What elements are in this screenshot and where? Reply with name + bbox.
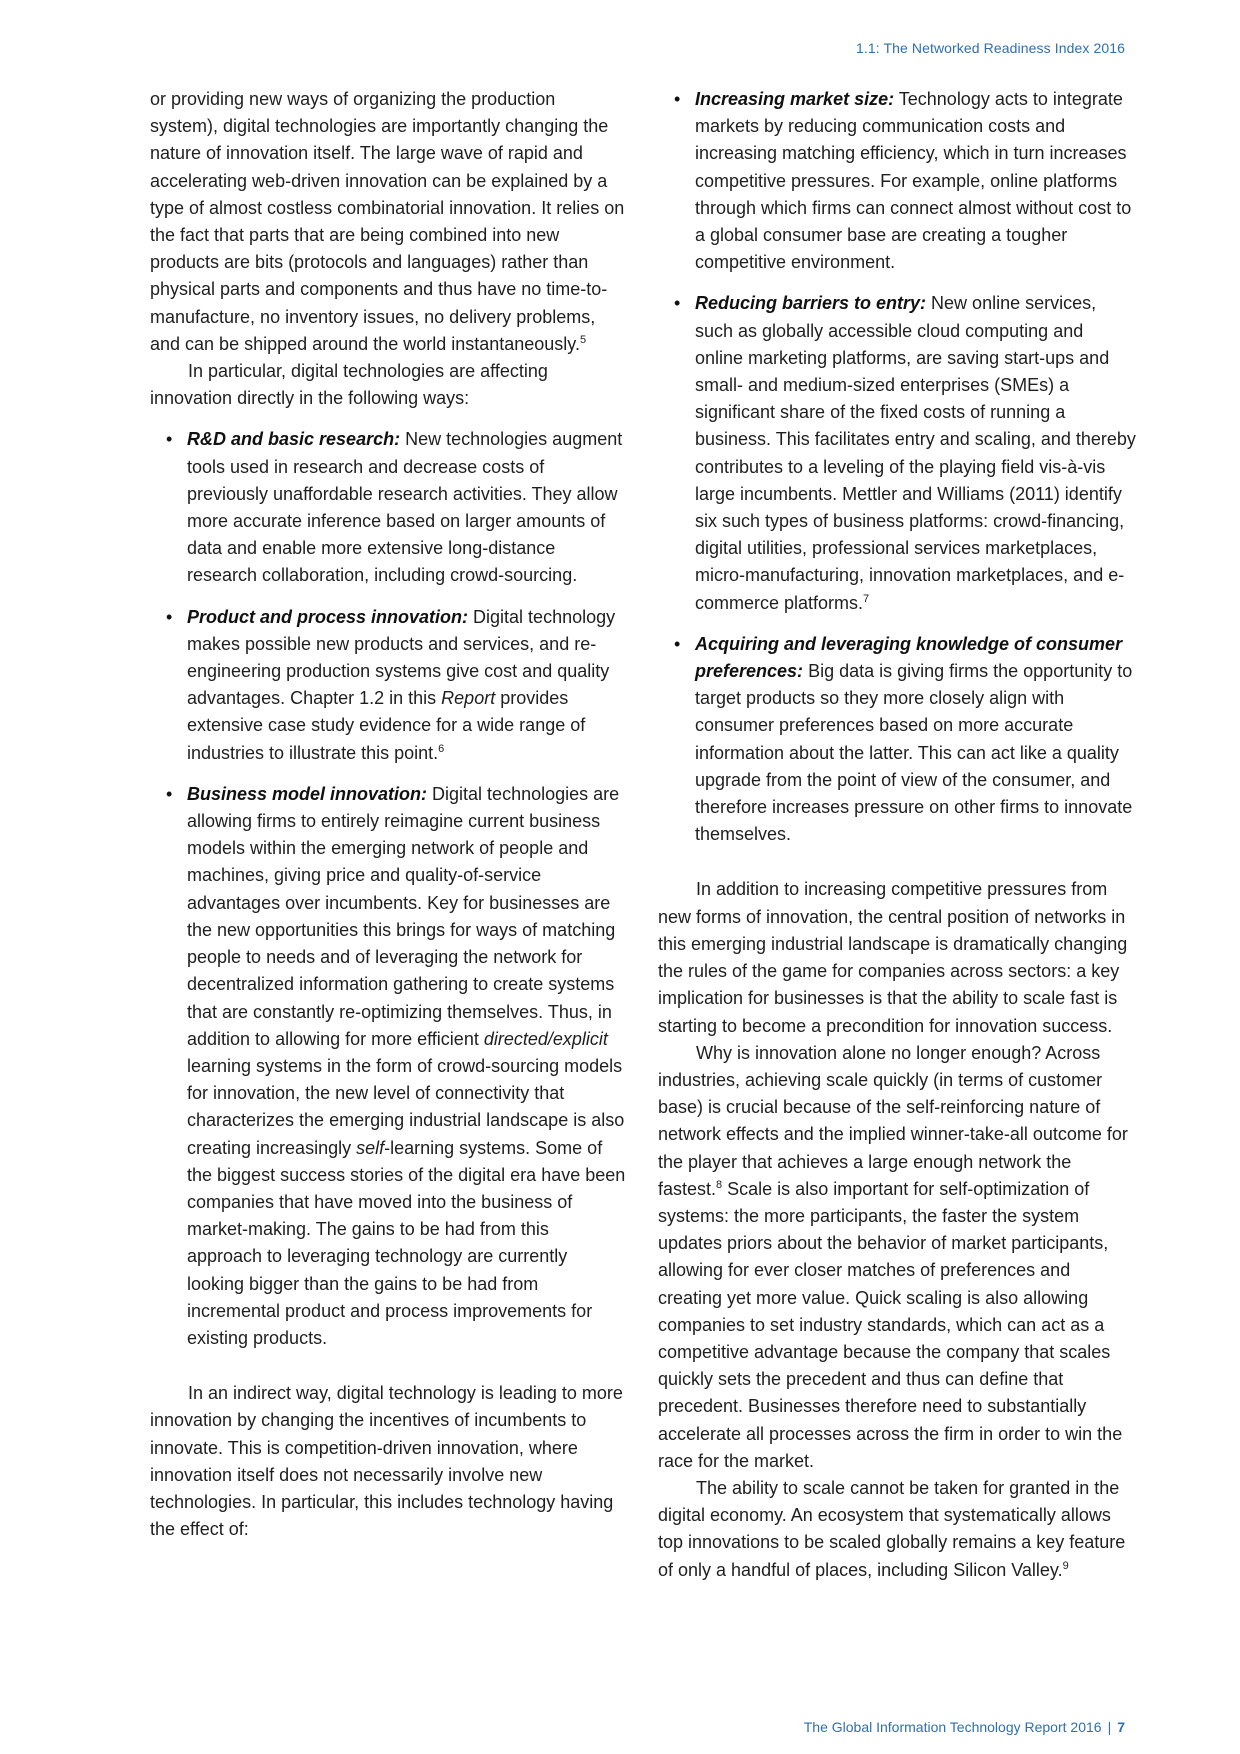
paragraph: Why is innovation alone no longer enough? Across industries, achieving scale quickly (in terms of customer base) is crucial because of the self-reinforcing nature of network effects and the implied winner-take-all outcome for the player that achieves a large enough network the fastest.$^8$ Scale is also important for self-optimization of systems: the more participants, the faster the system updates priors about the behavior of market participants, allowing for ever closer matches of preferences and creating yet more value. Quick scaling is also allowing companies to set industry standards, which can act as a competitive advantage because the company that scales quickly sets the precedent and thus can define that precedent. Businesses therefore need to substantially accelerate all processes across the firm in order to win the race for the market.: [658, 1042, 1128, 1471]
list-item: • Product and process innovation: Digital technology makes possible new products and services, and re-engineering production systems give cost and quality advantages. Chapter 1.2 in this Report provides extensive case study evidence for a wide range of industries to illustrate this point.$^6$: [150, 604, 628, 767]
bullet-list: [150, 426, 628, 1352]
bullet-lead: R&D and basic research:: [187, 429, 401, 450]
bullet-lead: Acquiring and leveraging knowledge of consumer preferences:: [695, 633, 1123, 682]
running-header: 1.1: The Networked Readiness Index 2016: [855, 40, 1125, 56]
paragraph: In addition to increasing competitive pressures from new forms of innovation, the central position of networks in this emerging industrial landscape is dramatically changing the rules of the game for companies across sectors: a key implication for businesses is that the ability to scale fast is starting to become a precondition for innovation success.: [658, 879, 1128, 1036]
bullet-lead: Business model innovation:: [187, 783, 428, 804]
list-item: • R&D and basic research: New technologies augment tools used in research and decrease costs of previously unaffordable research activities. They allow more accurate inference based on larger amounts of data and enable more extensive long-distance research collaboration, including crowd-sourcing.: [150, 426, 628, 589]
paragraph: In an indirect way, digital technology is leading to more innovation by changing the incentives of incumbents to innovate. This is competition-driven innovation, where innovation itself does not necessarily involve new technologies. In particular, this includes technology having the effect of:: [150, 1383, 623, 1540]
list-item: • Reducing barriers to entry: New online services, such as globally accessible cloud computing and online marketing platforms, are saving start-ups and small- and medium-sized enterprises (SMEs) a significant share of the fixed costs of running a business. This facilitates entry and scaling, and thereby contributes to a leveling of the playing field vis-à-vis large incumbents. Mettler and Williams (2011) identify six such types of business platforms: crowd-financing, digital utilities, professional services marketplaces, micro-manufacturing, innovation marketplaces, and e-commerce platforms.$^7$: [658, 290, 1136, 616]
footnote-ref: 7: [863, 592, 870, 605]
paragraph: or providing new ways of organizing the production system), digital technologies are importantly changing the nature of innovation itself. The large wave of rapid and accelerating web-driven innovation can be explained by a type of almost costless combinatorial innovation. It relies on the fact that parts that are being combined into new products are bits (protocols and languages) rather than physical parts and components and thus have no time-to-manufacture, no inventory issues, no delivery problems, and can be shipped around the world instantaneously.$^5$: [150, 89, 625, 354]
bullet-lead: Product and process innovation:: [187, 606, 469, 627]
paragraph: The ability to scale cannot be taken for granted in the digital economy. An ecosystem that systematically allows top innovations to be scaled globally remains a key feature of only a handful of places, including Silicon Valley.$^9$: [658, 1477, 1126, 1580]
page-number: 7: [1117, 1719, 1125, 1735]
list-item: • Increasing market size: Technology acts to integrate markets by reducing communication costs and increasing matching efficiency, which in turn increases competitive pressures. For example, online platforms through which firms can connect almost without cost to a global consumer base are creating a tougher competitive environment.: [658, 86, 1136, 276]
left-column: [150, 86, 628, 1543]
list-item: • Business model innovation: Digital technologies are allowing firms to entirely reimagine current business models within the emerging network of people and machines, giving price and quality-of-service advantages over incumbents. Key for businesses are the new opportunities this brings for ways of matching people to needs and of leveraging the network for decentralized information gathering to create systems that are constantly re-optimizing themselves. Thus, in addition to allowing for more efficient directed/explicit learning systems in the form of crowd-sourcing models for innovation, the new level of connectivity that characterizes the emerging industrial landscape is also creating increasingly self-learning systems. Some of the biggest success stories of the digital era have been companies that have moved into the business of market-making. The gains to be had from this approach to leveraging technology are currently looking bigger than the gains to be had from incremental product and process improvements for existing products.: [150, 781, 628, 1352]
footer-report-title: The Global Information Technology Report 2016: [803, 1719, 1102, 1735]
footnote-ref: 5: [579, 333, 587, 346]
bullet-lead: Reducing barriers to entry:: [695, 293, 927, 314]
paragraph: In particular, digital technologies are affecting innovation directly in the following ways:: [150, 361, 548, 409]
right-column: [658, 86, 1136, 1584]
footnote-ref: 9: [1062, 1559, 1069, 1572]
page-footer: [804, 1719, 1125, 1735]
footer-separator: |: [1107, 1719, 1112, 1735]
bullet-lead: Increasing market size:: [695, 89, 895, 109]
list-item: • Acquiring and leveraging knowledge of consumer preferences: Big data is giving firms the opportunity to target products so they more closely align with consumer preferences based on more accurate information about the latter. This can act like a quality upgrade from the point of view of the consumer, and therefore increases pressure on other firms to innovate themselves.: [658, 631, 1136, 849]
footnote-ref: 8: [716, 1178, 723, 1191]
footnote-ref: 6: [438, 742, 445, 755]
bullet-list: [658, 86, 1136, 848]
